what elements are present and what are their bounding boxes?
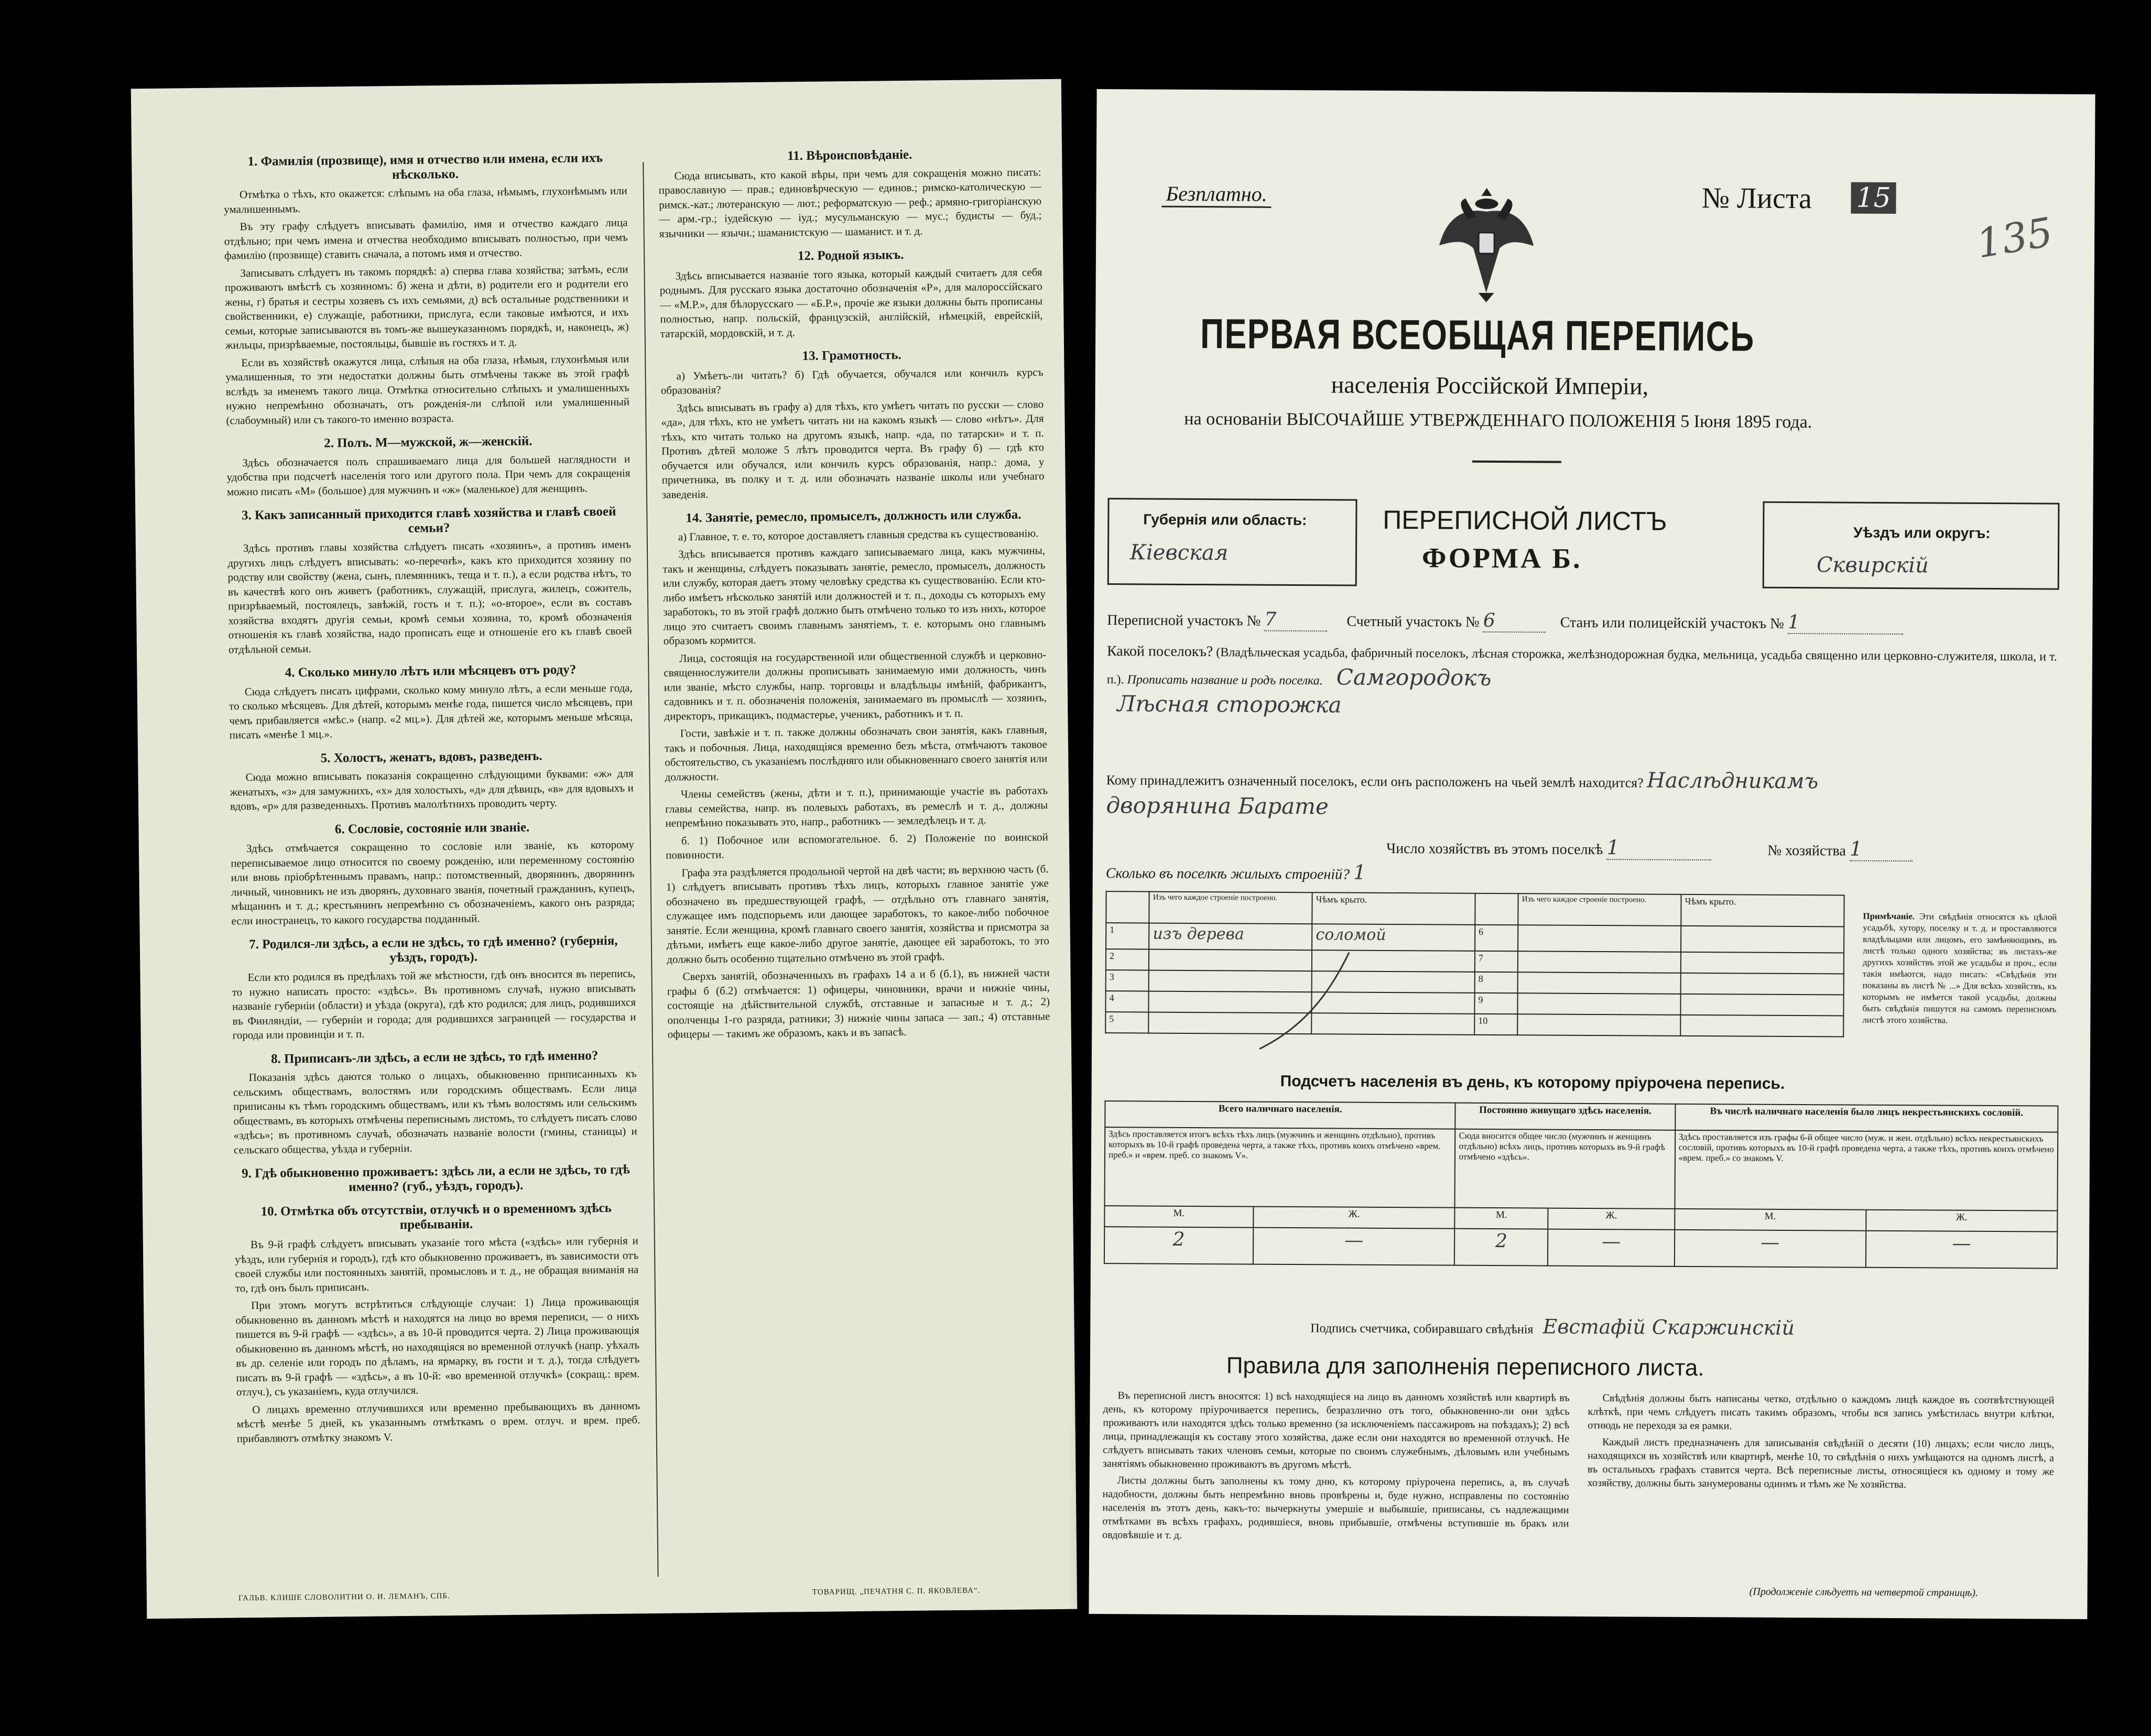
uezd-value: Сквирскій	[1816, 553, 1929, 578]
section-heading: 1. Фамилія (прозвище), имя и отчество или имена, если ихъ нѣсколько.	[247, 150, 603, 182]
gubernia-value: Кіевская	[1129, 540, 1229, 565]
form-title: ПЕРЕПИСНОЙ ЛИСТЪ	[1383, 505, 1667, 536]
instruction-paragraph: Гости, завѣжіе и т. п. также должны обозначать свои занятія, какъ главныя, такъ и побочныя. Лица, находящіяся временно безъ мѣста, отмѣчаютъ таковое обстоятельство, съ указаніемъ послѣдняго или обыкновеннаго своего занятія или должности.	[664, 723, 1048, 783]
instruction-paragraph: Здѣсь отмѣчается сокращенно то сословіе или званіе, къ которому переписываемое лицо относится по своему рожденію, или переменному состоянію или вновь пріобрѣтеннымъ правамъ, напр.: потомственный, дворянинъ, дворянинъ личный, чиновникъ не изъ дворянъ, духовнаго званія, почетный гражданинъ, купецъ, мѣщанинъ и т. д.; крестьянинъ непремѣнно съ обозначеніемъ, какого онъ разряда; если иностранецъ, то какого государства подданный.	[231, 838, 635, 927]
census-area-line	[1107, 608, 2061, 636]
instruction-paragraph: Если въ хозяйствѣ окажутся лица, слѣпыя на оба глаза, нѣмыя, глухонѣмыя или умалишенныя, то эти недостатки должны быть отмѣчены также въ этой графѣ вслѣдъ за именемъ такого лица. Отмѣтка относительно слѣпыхъ и умалишенныхъ нужно непремѣнно обозначать, отъ рожденія-ли слѣпой или умалишенный (слабоумный) или съ такого-то именно возраста.	[225, 352, 630, 427]
rule-paragraph: Листы должны быть заполнены къ тому дню, къ которому пріурочена перепись, а, въ случаѣ надобности, должны быть непремѣнно вновь провѣрены и, буде нужно, исправлены по состоянію населенія въ этотъ день, какъ-то: вычеркнуты умершіе и выбывшіе, приписаны, съ надлежащими отмѣтками въ всѣхъ графахъ, родившіеся, вновь прибывшіе, отмѣчены вступившіе въ бракъ или овдовѣвшіе и т. д.	[1102, 1475, 1569, 1541]
tally-title: Подсчетъ населенія въ день, къ которому пріурочена перепись.	[1280, 1072, 1785, 1093]
uezd-label: Уѣздъ или округъ:	[1853, 524, 1991, 541]
instruction-paragraph: При этомъ могутъ встрѣтиться слѣдующіе случаи: 1) Лица проживающія обыкновенно въ данномъ мѣстѣ и находятся на лицо во время переписи, — о нихъ пишется въ 9-й графѣ — «здѣсь», а въ 10-й проводится черта. 2) Лица проживающія обыкновенно въ данномъ мѣстѣ, но находящіяся во временной отлучкѣ (напр. уѣхалъ въ др. селеніе или городъ по дѣламъ, на ярмарку, въ гости и т. д.), тогда слѣдуетъ писать въ 9-й графѣ — «здѣсь», а въ 10-й: «во временной отлучкѣ» (сокращ.: врем. отлуч.), съ указаніемъ, куда отлучился.	[235, 1295, 640, 1399]
tally-value: —	[1675, 1230, 1866, 1268]
rules-column-2	[1587, 1391, 2055, 1582]
tally-value: —	[1548, 1229, 1675, 1266]
bld-row-number: 6	[1475, 925, 1518, 951]
census-area-value: 7	[1264, 609, 1327, 632]
section-heading: 12. Родной языкъ.	[797, 247, 904, 264]
column-divider	[643, 162, 658, 1577]
owner-value-1: Наслѣдникамъ	[1647, 768, 1819, 794]
instruction-paragraph: О лицахъ временно отлучившихся или временно пребывающихъ въ данномъ мѣстѣ менѣе 5 дней, къ указаннымъ отмѣткамъ о врем. отлуч. и врем. преб. прибавляютъ отмѣтку знакомъ V.	[236, 1399, 640, 1445]
section-heading: 10. Отмѣтка объ отсутствіи, отлучкѣ и о временномъ здѣсь пребываніи.	[260, 1200, 612, 1232]
section-heading: 8. Приписанъ-ли здѣсь, а если не здѣсь, то гдѣ именно?	[270, 1048, 599, 1066]
instruction-paragraph: Показанія здѣсь даются только о лицахъ, обыкновенно приписанныхъ къ сельскимъ обществамъ, волостямъ или городскимъ обществамъ. Если лица приписаны къ тѣмъ городскимъ обществамъ, или къ тѣмъ волостямъ или сельскимъ обществамъ, въ которыхъ отмѣчены переписнымъ листомъ, то слѣдуетъ писать слово «здѣсь»; въ противномъ случаѣ, обозначать названіе волости (гмины, станицы) и сельскаго общества, уѣзда и губерніи.	[233, 1067, 637, 1156]
printer-credit-right: ТОВАРИЩ. „ПЕЧАТНЯ С. П. ЯКОВЛЕВА“.	[812, 1586, 981, 1597]
note-label: Примѣчаніе.	[1863, 911, 1915, 922]
archive-pencil-number: 135	[1973, 208, 2056, 267]
free-label: Безплатно.	[1161, 181, 1271, 208]
stan-value: 1	[1788, 612, 1903, 635]
bld-row1-material: изъ дерева	[1149, 923, 1312, 951]
household-number-value: 1	[1850, 837, 1913, 862]
settlement-label: Какой поселокъ?	[1106, 643, 1213, 660]
bld-col-material: Изъ чего каждое строеніе построено.	[1149, 892, 1312, 924]
settlement-block	[1106, 639, 2061, 721]
printer-credit-left: ГАЛЬВ. КЛИШЕ СЛОВОЛИТНИ О. И. ЛЕМАНЪ, СПБ.	[238, 1592, 450, 1603]
instruction-paragraph: Здѣсь вписывать въ графу а) для тѣхъ, кто умѣетъ читать по русски — слово «да», для тѣхъ, кто не умѣетъ читать ни на какомъ языкѣ — слово «нѣтъ». Для тѣхъ, кто читать только на другомъ языкѣ, напр. «да, по татарски» и т. п. Противъ дѣтей моложе 5 лѣтъ проводится черта. Въ графу б) — гдѣ кто обучается или обучался, или кончилъ курсъ образованія, напр.: дома, у причетника, въ полку и т. д. или обозначать названіе школы или учебнаго заведенія.	[661, 397, 1045, 501]
bld-row1-roof: соломой	[1312, 924, 1475, 951]
tally-zh: Ж.	[1866, 1210, 2057, 1232]
stan-label: Станъ или полицейскій участокъ №	[1560, 614, 1784, 632]
bld-col-material-2: Изъ чего каждое строеніе построено.	[1518, 893, 1681, 926]
bld-col-roof: Чѣмъ крыто.	[1312, 892, 1475, 925]
bld-col-roof-2: Чѣмъ крыто.	[1681, 894, 1844, 927]
section-heading: 13. Грамотность.	[802, 348, 901, 363]
section-heading: 6. Сословіе, состояніе или званіе.	[334, 820, 530, 836]
settlement-value-1: Самгородокъ	[1336, 664, 1492, 691]
bld-row-number: 8	[1475, 972, 1518, 993]
instruction-paragraph: Здѣсь вписывается названіе того языка, который каждый считаетъ для себя роднымъ. Для русскаго языка достаточно обозначенія «Р», для малороссійскаго — «М.Р.», для бѣлорусскаго — «Б.Р.», прочіе же языки должны быть прописаны полностью, напр. польскій, французскій, англійскій, нѣмецкій, еврейскій, татарскій, мордовскій, и т. д.	[659, 265, 1043, 340]
census-area-label: Переписной участокъ №	[1107, 612, 1261, 629]
tally-header-permanent: Постоянно живущаго здѣсь населенія.	[1455, 1103, 1676, 1130]
signature-line	[1310, 1314, 1795, 1339]
instruction-paragraph: Если кто родился въ предѣлахъ той же мѣстности, гдѣ онъ вносится въ перепись, то нужно написать просто: «здѣсь». Въ противномъ случаѣ, нужно вписывать названіе губерніи (области) и уѣзда (округа), гдѣ кто родился; для лицъ, родившихся въ Финляндіи, — губерніи и города; для родившихся заграницей — государства и города или провинціи и т. п.	[232, 967, 636, 1042]
tally-value: —	[1866, 1231, 2058, 1269]
section-heading: 2. Полъ. М—мужской, ж—женскій.	[324, 434, 533, 451]
tally-zh: Ж.	[1253, 1207, 1455, 1229]
count-area-label: Счетный участокъ №	[1346, 613, 1480, 630]
owner-label: Кому принадлежитъ означенный поселокъ, если онъ расположенъ на чьей землѣ находится?	[1106, 772, 1644, 791]
strike-through-line	[1249, 949, 1354, 1055]
instruction-paragraph: Здѣсь обозначается полъ спрашиваемаго лица для большей наглядности и удобства при подсчетѣ населенія того или другого пола. При чемъ для сокращенія можно писать «М» (большое) для мужчинъ и «ж» (маленькое) для женщинъ.	[226, 452, 631, 498]
gubernia-label: Губернія или область:	[1143, 511, 1307, 529]
settlement-hint2: Прописать название и родъ поселка.	[1127, 673, 1323, 688]
form-number: ФОРМА Б.	[1421, 542, 1582, 574]
tally-header-present: Всего наличнаго населенія.	[1105, 1101, 1455, 1129]
instructions-page	[131, 79, 1077, 1619]
census-title: ПЕРВАЯ ВСЕОБЩАЯ ПЕРЕПИСЬ	[1200, 310, 1755, 360]
continued-note: (Продолженіе слѣдуетъ на четвертой страницѣ).	[1749, 1586, 1979, 1599]
buildings-note	[1862, 911, 2057, 1027]
section-heading: 3. Какъ записанный приходится главѣ хозяйства и главѣ своей семьи?	[241, 504, 616, 536]
bld-row-number: 4	[1105, 991, 1148, 1012]
instruction-paragraph: Въ эту графу слѣдуетъ вписывать фамилію, имя и отчество каждаго лица отдѣльно; при чемъ имена и отчества необходимо вписывать полностью, при чемъ фамилію (прозвище) ставить сначала, а потомъ имя и отчество.	[224, 216, 628, 262]
uezd-box	[1763, 501, 2060, 590]
signature-label: Подпись счетчика, собиравшаго свѣдѣнія	[1310, 1322, 1534, 1337]
instructions-column-2	[658, 137, 1056, 1555]
instruction-paragraph: Сюда можно вписывать показанія сокращенно слѣдующими буквами: «ж» для женатыхъ, «з» для замужнихъ, «х» для холостыхъ, «д» для дѣвицъ, «в» для вдовыхъ и вдовъ, «р» для разведенныхъ. Противъ малолѣтнихъ проводить черту.	[230, 767, 634, 813]
instruction-paragraph: Въ 9-й графѣ слѣдуетъ вписывать указаніе того мѣста («здѣсь» или губернія и уѣздъ, или губернія и городъ), гдѣ кто обыкновенно проживаетъ, въ зависимости отъ своей службы или постоянныхъ занятій, промысловъ и т. д., не обращая вниманія на то, гдѣ онъ былъ приписанъ.	[235, 1234, 639, 1294]
gubernia-box	[1107, 498, 1357, 586]
households-label: Число хозяйствъ въ этомъ поселкѣ	[1386, 840, 1603, 858]
bld-row-number: 7	[1475, 951, 1518, 972]
instruction-paragraph: Члены семействъ (жены, дѣти и т. п.), принимающіе участіе въ работахъ главы семейства, напр. въ полевыхъ работахъ, въ ремеслѣ и т. д., должны непремѣнно показывать это, напр., работникъ — земледѣлецъ и т. д.	[665, 784, 1048, 829]
instruction-paragraph: Лица, состоящія на государственной или общественной службѣ и церковно-священнослужители должны прописывать занимаемую ими должность, чинъ или званіе, мѣсто службы, напр. торговцы и владѣльцы имѣній, фабрикантъ, садовникъ и т. п. обозначенія положенія, занимаемаго въ промыслѣ — хозяинъ, директоръ, прикащикъ, подмастерье, ученикъ, работникъ и т. п.	[664, 648, 1047, 723]
section-heading: 5. Холостъ, женатъ, вдовъ, разведенъ.	[320, 748, 542, 766]
instruction-paragraph: Сюда слѣдуетъ писать цифрами, сколько кому минуло лѣтъ, а если меньше года, то сколько мѣсяцевъ. Для дѣтей, которымъ менѣе года, пишется число мѣсяцевъ, при чемъ прибавляется «мѣс.» (напр. «2 мц.»). Для дѣтей же, которымъ меньше мѣсяца, писать «менѣе 1 мц.».	[229, 681, 633, 741]
tally-table	[1104, 1100, 2059, 1269]
tally-desc-permanent: Сюда вносится общее число (мужчинъ и женщинъ отдѣльно) всѣхъ лицъ, противъ которыхъ въ 9-й графѣ отмѣчено «здѣсь».	[1455, 1129, 1675, 1209]
owner-block	[1106, 765, 2060, 823]
census-basis: на основаніи ВЫСОЧАЙШЕ УТВЕРЖДЕННАГО ПОЛОЖЕНІЯ 5 Іюня 1895 года.	[1184, 409, 1812, 432]
bld-row-number: 9	[1474, 993, 1517, 1014]
instructions-column-1	[223, 141, 642, 1560]
census-form-page	[1089, 89, 2095, 1619]
imperial-eagle-emblem	[1437, 182, 1537, 303]
title-rule	[1472, 461, 1561, 463]
tally-value: —	[1253, 1228, 1455, 1265]
settlement-hint: (Владѣльческая усадьба, фабричный поселокъ, лѣсная сторожка, желѣзнодорожная будка, мельница, усадьба священно или церковно-служителя, школа, и т. п.).	[1106, 646, 2057, 687]
bld-row-number: 2	[1106, 949, 1149, 970]
settlement-value-2: Лѣсная сторожка	[1117, 691, 1342, 718]
instruction-paragraph: а) Умѣетъ-ли читать? б) Гдѣ обучается, обучался или кончилъ курсъ образованія?	[660, 365, 1044, 397]
count-area-value: 6	[1483, 610, 1546, 633]
bld-row-number: 10	[1474, 1014, 1517, 1035]
section-heading: 11. Вѣроисповѣданіе.	[787, 147, 912, 163]
section-heading: 4. Сколько минуло лѣтъ или мѣсяцевъ отъ роду?	[285, 662, 577, 680]
tally-desc-present: Здѣсь проставляется итогъ всѣхъ тѣхъ лицъ (мужчинъ и женщинъ отдѣльно), противъ которыхъ въ 10-й графѣ проведена черта, а также тѣхъ, противъ коихъ отмѣчено «врем. преб.» и «врем. преб. со знакомъ V».	[1104, 1127, 1455, 1207]
tally-m: М.	[1455, 1208, 1548, 1229]
census-subtitle: населенія Россійской Имперіи,	[1331, 371, 1649, 400]
note-text: Эти свѣдѣнія относятся къ цѣлой усадьбѣ, хутору, поселку и т. д. и проставляются владѣльцами или лицомъ, его замѣняющимъ, въ листѣ только одного хозяйства; въ листахъ-же другихъ хозяйствъ этой же усадьбы и проч., если такія имѣются, надо писать: «Свѣдѣнія эти показаны въ листѣ № ...» Для всѣхъ хозяйствъ, къ которымъ не имѣется такой усадьбы, должны быть свѣдѣнія пишутся на самомъ переписномъ листѣ этого хозяйства.	[1862, 911, 2057, 1025]
households-value: 1	[1606, 836, 1711, 860]
signature-value: Евстафій Скаржинскій	[1542, 1315, 1795, 1340]
rule-paragraph: Каждый листъ предназначенъ для записыванія свѣдѣній о десяти (10) лицахъ; если число лицъ, находящихся въ хозяйствѣ или квартирѣ, менѣе 10, то свѣдѣнія о нихъ умѣщаются на одномъ листѣ, а въ остальныхъ графахъ ставится черта. Всѣ переписные листы, относящіеся къ одному и тому же хозяйству, должны быть занумерованы одинмъ и тѣмъ же № хозяйства.	[1587, 1436, 2055, 1491]
tally-m: М.	[1104, 1206, 1253, 1227]
instruction-paragraph: Записывать слѣдуетъ въ такомъ порядкѣ: а) сперва глава хозяйства; затѣмъ, если проживаютъ вмѣстѣ съ хозяиномъ: б) жена и дѣти, в) родители его и родители его жены, г) братья и сестры хозяевъ съ ихъ семьями, д) всѣ остальные родственники и свойственники, е) служащіе, работники, прислуга, если таковые имѣются, и ихъ семьи, которые записываются въ томъ-же вышеуказанномъ порядкѣ, и, наконецъ, ж) жильцы, призрѣваемые, постояльцы, бывшіе въ гостяхъ и т. д.	[224, 262, 629, 352]
instruction-paragraph: б. 1) Побочное или вспомогательное. б. 2) Положеніе по воинской повинности.	[666, 830, 1048, 861]
tally-m: М.	[1675, 1209, 1866, 1231]
instruction-paragraph: Сверхъ занятій, обозначенныхъ въ графахъ 14 а и б (б.1), въ нижней части графы б (б.2) отмѣчается: 1) офицеры, чиновники, врачи и нижніе чины, состоящіе на дѣйствительной службѣ, отставные и запасные и т. д.; 2) ополченцы 1-го разряда, ратники; 3) нижніе чины запаса — зап.; 4) отставные офицеры — такимъ же образомъ, какъ и въ запасѣ.	[667, 966, 1050, 1041]
instruction-paragraph: Графа эта раздѣляется продольной чертой на двѣ части; въ верхнюю часть (б. 1) слѣдуетъ вписывать противъ тѣхъ лицъ, которыхъ главное занятіе уже обозначено въ предшествующей графѣ, — отдѣльно отъ главнаго занятія, служащее имъ подспорьемъ или дающее заработокъ, то какое-либо побочное занятіе. Если женщина, кромѣ главнаго своего занятія, хозяйства и присмотра за дѣтьми, имѣетъ еще какое-либо другое занятіе, дающее ей заработокъ, то это должно быть особенно тщательно отмѣчено въ этой графѣ.	[666, 862, 1050, 966]
tally-header-non-peasant: Въ числѣ наличнаго населенія было лицъ некрестьянскихъ сословій.	[1675, 1104, 2058, 1132]
bld-row-number: 5	[1105, 1012, 1148, 1033]
rules-title: Правила для заполненія переписного листа.	[1226, 1352, 1704, 1381]
section-heading: 14. Занятіе, ремесло, промыселъ, должность или служба.	[686, 507, 1022, 526]
tally-value: 2	[1104, 1227, 1253, 1264]
tally-value: 2	[1454, 1229, 1548, 1266]
tally-zh: Ж.	[1548, 1208, 1675, 1230]
bld-row-number: 1	[1106, 923, 1149, 949]
rule-paragraph: Въ переписной листъ вносятся: 1) всѣ находящіеся на лицо въ данномъ хозяйствѣ или квартирѣ въ день, къ которому пріурочивается перепись, безразлично отъ того, обыкновенно-ли они здѣсь проживаютъ или находятся здѣсь только временно (за исключеніемъ пассажировъ на поѣздахъ); 2) всѣ лица, принадлежащія къ составу этого хозяйства, даже если они находятся во временной отлучкѣ. Не слѣдуетъ вписывать таких членовъ семьи, которые по своимъ служебнымъ, дѣловымъ или учебнымъ занятіямъ обыкновенно проживаютъ въ другомъ мѣстѣ.	[1102, 1390, 1570, 1471]
rule-paragraph: Свѣдѣнія должны быть написаны четко, отдѣльно о каждомъ лицѣ каждое въ соотвѣтствующей клѣткѣ, при чемъ слѣдуетъ писать такимъ образомъ, чтобы вся запись умѣстилась внутри клѣтки, отнюдь не переходя за ея рамки.	[1588, 1392, 2055, 1432]
section-heading: 9. Гдѣ обыкновенно проживаетъ: здѣсь ли, а если не здѣсь, то гдѣ именно? (губ., уѣздъ, городъ).	[242, 1162, 630, 1194]
buildings-line	[1106, 859, 1366, 884]
sheet-number-value: 15	[1851, 182, 1896, 214]
instruction-paragraph: Здѣсь вписывается противъ каждаго записываемаго лица, какъ мужчины, такъ и женщины, слѣдуетъ показывать занятіе, ремесло, промыселъ, должность или службу, которая даетъ этому человѣку средства къ существованію. Если кто-либо имѣетъ нѣсколько занятій или должностей и т. п., доходы съ которыхъ ему заработокъ, то въ этой графѣ должно быть отмѣчено только то изъ нихъ, которое лицо это считаетъ своимъ главнымъ занятіемъ, т. е. которымъ оно главнымъ образомъ кормится.	[662, 544, 1046, 647]
buildings-table	[1105, 891, 1844, 1037]
sheet-number-label: № Листа	[1701, 182, 1812, 215]
instruction-paragraph: Сюда вписывать, кто какой вѣры, при чемъ для сокращенія можно писать: православную — прав.; единовѣрческую — единов.; римско-католическую — римск.-кат.; лютеранскую — лют.; реформатскую — реф.; армяно-григоріанскую — арм.-гр.; іудейскую — іуд.; мусульманскую — мус.; будисты — буд.; язычники — язычн.; шаманистскую — шаманист. и т. д.	[658, 165, 1042, 240]
owner-value-2: дворянина Барате	[1106, 792, 1329, 820]
section-heading: 7. Родился-ли здѣсь, а если не здѣсь, то гдѣ именно? (губернія, уѣздъ, городъ).	[249, 933, 618, 965]
buildings-value: 1	[1353, 860, 1366, 884]
bld-row-number: 3	[1106, 970, 1149, 991]
household-number-label: № хозяйства	[1767, 842, 1846, 859]
buildings-label: Сколько въ поселкѣ жилыхъ строеній?	[1105, 865, 1350, 883]
households-line	[1386, 835, 1913, 861]
tally-desc-non-peasant: Здѣсь проставляется изъ графы 6-й общее число (муж. и жен. отдѣльно) всѣхъ некрестьянскихъ сословій, противъ которыхъ въ 10-й графѣ проведена черта, а также тѣхъ, противъ коихъ отмѣчено «врем. преб.» со знакомъ V.	[1675, 1130, 2058, 1211]
instruction-paragraph: Отмѣтка о тѣхъ, кто окажется: слѣпымъ на оба глаза, нѣмымъ, глухонѣмымъ или умалишеннымъ.	[224, 184, 627, 216]
instruction-paragraph: а) Главное, т. е. то, которое доставляетъ главныя средства къ существованію.	[678, 526, 1039, 543]
rules-column-1	[1102, 1389, 1570, 1601]
instruction-paragraph: Здѣсь противъ главы хозяйства слѣдуетъ писать «хозяинъ», а противъ именъ другихъ лицъ слѣдуетъ вписывать: «о-перечнѣ», какъ кто приходится хозяину по родству или свойству (жена, сынъ, племянникъ, теща и т. п.), а если родства нѣтъ, то въ качествѣ кого онъ живетъ (работникъ, служащій, прислуга, жилецъ, сожитель, призрѣваемый, постоялецъ, завѣжій, гость и т. п.); «о-второе», если въ составъ хозяйства входятъ другія семьи, кромѣ семьи хозяина, то, кромѣ обозначенія отношенія къ главѣ хозяйства, надо прописать еще и отношеніе его къ главѣ своей отдѣльной семьи.	[227, 538, 632, 656]
